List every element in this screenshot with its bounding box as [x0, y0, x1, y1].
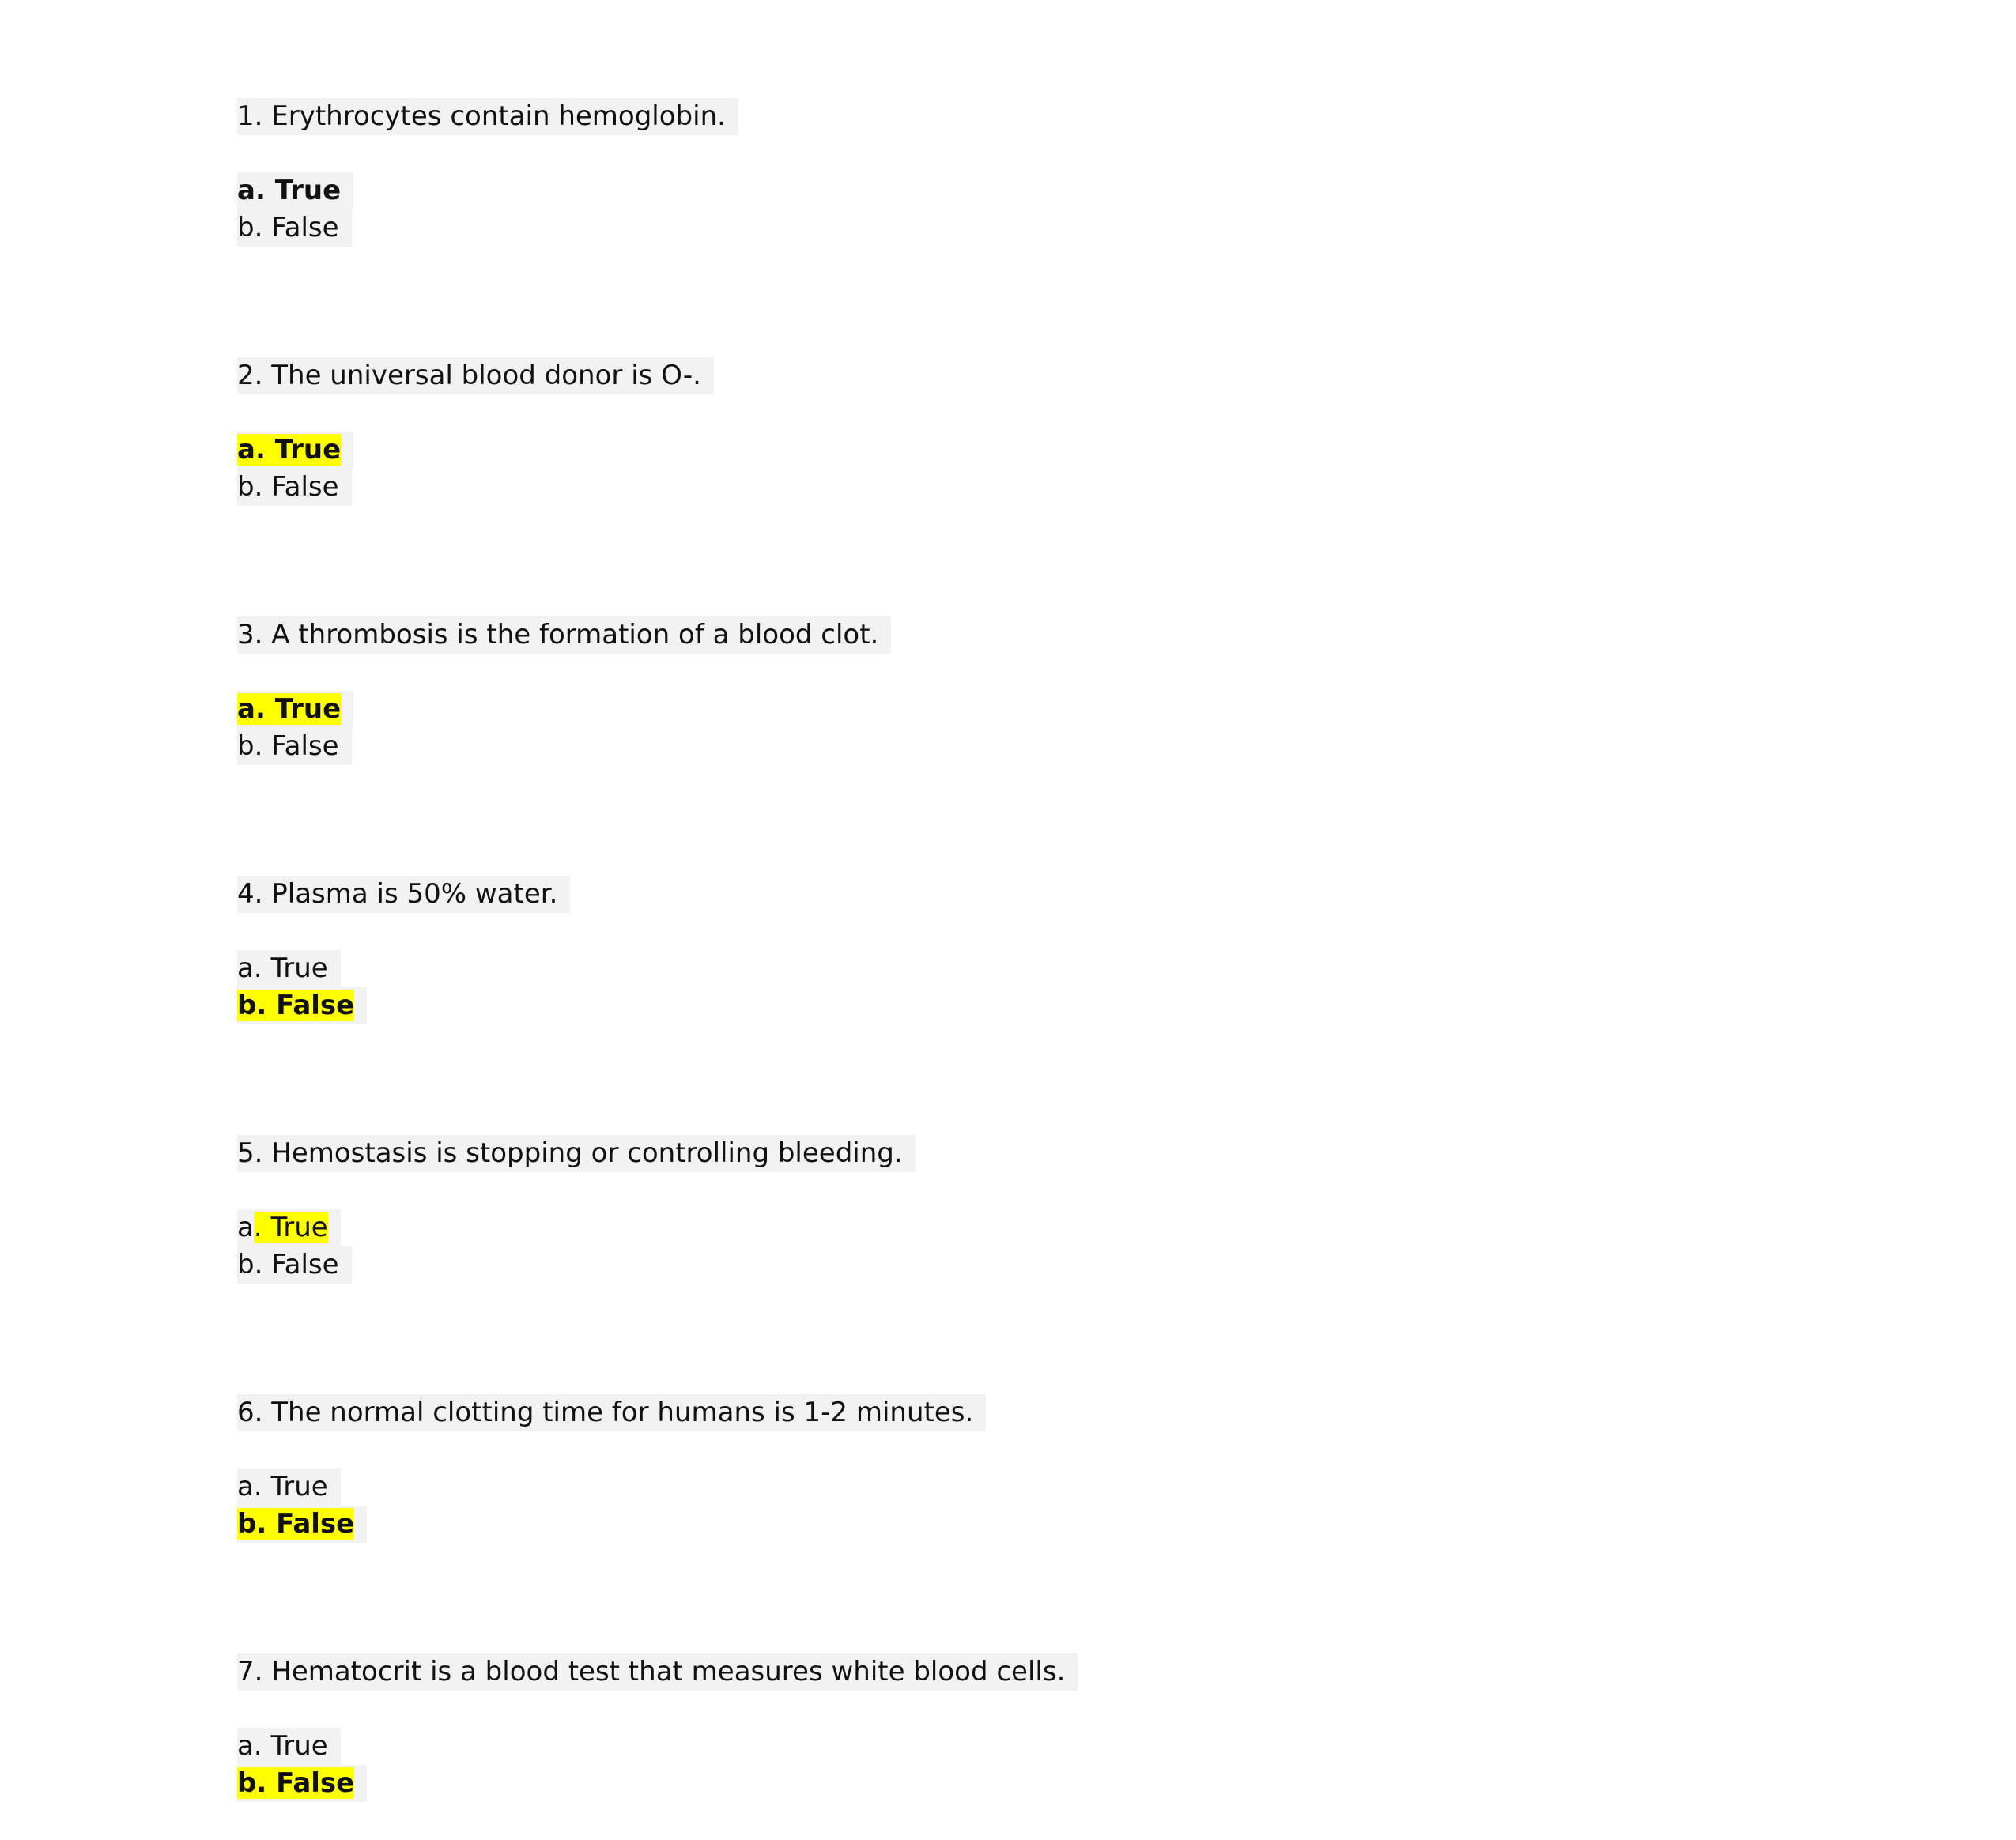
question-6-option-a	[237, 1469, 1739, 1506]
option-highlight	[237, 1508, 354, 1540]
option-label: . True	[253, 952, 328, 984]
question-3-stem	[237, 616, 1739, 654]
option-label: . False	[254, 1249, 339, 1280]
option-label: . True	[253, 1212, 328, 1243]
option-highlight	[237, 434, 341, 466]
option-letter: a	[237, 1212, 254, 1243]
option-label: . True	[255, 434, 342, 466]
question-4	[237, 876, 1739, 1024]
option-letter: b	[237, 1767, 257, 1799]
option-answer-text	[237, 432, 353, 469]
option-label: . True	[255, 693, 342, 725]
option-answer-text	[237, 1765, 367, 1802]
option-label: . False	[256, 990, 355, 1021]
question-1-option-b	[237, 209, 1739, 247]
question-5	[237, 1135, 1739, 1284]
question-1-text: 1. Erythrocytes contain hemoglobin.	[237, 98, 738, 135]
option-label: . False	[254, 212, 339, 243]
question-5-text: 5. Hemostasis is stopping or controlling bleeding.	[237, 1135, 916, 1172]
option-text	[237, 1246, 352, 1284]
option-letter: b	[237, 1249, 255, 1280]
option-letter: a	[237, 434, 255, 466]
question-3-option-a	[237, 691, 1739, 728]
option-label: . True	[255, 175, 342, 206]
question-2-option-a	[237, 432, 1739, 469]
option-letter: a	[237, 1471, 254, 1503]
option-letter: b	[237, 471, 255, 503]
question-2-text: 2. The universal blood donor is O-.	[237, 357, 714, 394]
question-5-stem	[237, 1135, 1739, 1172]
question-6-stem	[237, 1394, 1739, 1431]
question-6	[237, 1394, 1739, 1543]
option-letter: a	[237, 175, 255, 206]
question-2	[237, 357, 1739, 506]
option-label: . False	[256, 1767, 355, 1799]
question-4-option-a	[237, 950, 1739, 987]
question-1-stem	[237, 98, 1739, 135]
question-7-option-a	[237, 1728, 1739, 1765]
option-letter: a	[237, 1730, 254, 1762]
option-text	[237, 1728, 341, 1765]
option-text	[237, 209, 352, 247]
option-label: . True	[253, 1730, 328, 1762]
question-2-option-b	[237, 469, 1739, 506]
question-6-option-b	[237, 1506, 1739, 1543]
option-text	[237, 469, 352, 506]
option-letter: b	[237, 990, 257, 1021]
option-answer-text	[237, 172, 353, 209]
option-letter: b	[237, 730, 255, 762]
option-letter: b	[237, 212, 255, 243]
question-3	[237, 616, 1739, 765]
option-letter: a	[237, 952, 254, 984]
option-text	[237, 1469, 341, 1506]
question-4-option-b	[237, 987, 1739, 1024]
question-5-option-a	[237, 1209, 1739, 1246]
option-letter: a	[237, 693, 255, 725]
option-highlight	[237, 990, 354, 1021]
question-7-stem	[237, 1653, 1739, 1691]
option-highlight	[237, 1767, 354, 1799]
option-text	[237, 728, 352, 765]
question-4-stem	[237, 876, 1739, 913]
question-6-text: 6. The normal clotting time for humans is 1-2 minutes.	[237, 1394, 986, 1431]
option-answer-text	[237, 1506, 367, 1543]
option-answer-text	[237, 987, 367, 1024]
option-text	[237, 950, 341, 987]
question-3-text: 3. A thrombosis is the formation of a blood clot.	[237, 616, 891, 654]
option-label: . False	[254, 730, 339, 762]
option-letter: b	[237, 1508, 257, 1540]
question-7-option-b	[237, 1765, 1739, 1802]
question-4-text: 4. Plasma is 50% water.	[237, 876, 570, 913]
question-2-stem	[237, 357, 1739, 394]
option-label: . False	[254, 471, 339, 503]
question-7	[237, 1653, 1739, 1802]
option-label: . False	[256, 1508, 355, 1540]
question-1	[237, 98, 1739, 247]
option-answer-text	[237, 691, 353, 728]
option-answer-text	[237, 1209, 341, 1246]
question-3-option-b	[237, 728, 1739, 765]
option-highlight	[237, 693, 341, 725]
option-label: . True	[253, 1471, 328, 1503]
question-1-option-a	[237, 172, 1739, 209]
question-5-option-b	[237, 1246, 1739, 1284]
question-7-text: 7. Hematocrit is a blood test that measures white blood cells.	[237, 1653, 1078, 1691]
